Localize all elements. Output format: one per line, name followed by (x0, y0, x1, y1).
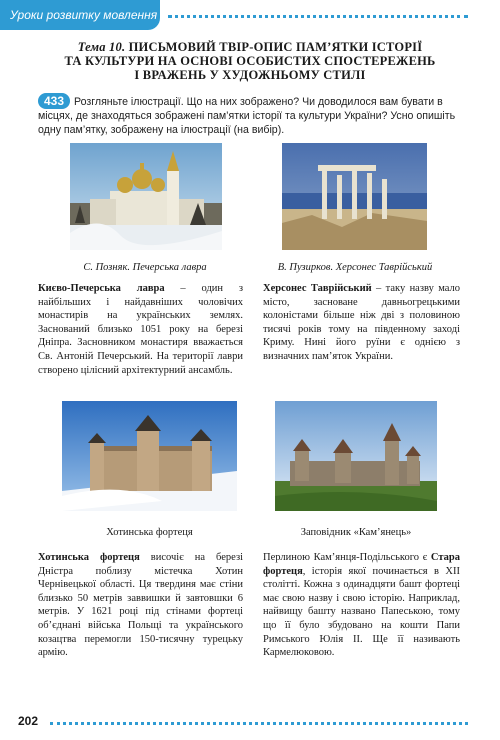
paragraph-kamianets (263, 551, 460, 660)
caption-chersonesus (255, 262, 455, 273)
image-pechersk-lavra (70, 143, 222, 250)
paragraph-heading: Києво-Печерська лавра (38, 283, 165, 294)
paragraph-body: височіє на березі Дністра поблизу містечка Хотин Чернівецької області. Ця твердиня має стіни близько 50 метрів заввишки й завтовшки 6 метрів. У 1621 році під стінами фортеці об’єднані війська Польщі та українського козацтва перемогли 150-тисячну турецьку армію. (38, 552, 244, 659)
lesson-title-line3: І ВРАЖЕНЬ У ХУДОЖНЬОМУ СТИЛІ (134, 68, 366, 82)
lesson-title-lead: Тема 10. (77, 40, 126, 54)
image-kamianets-fortress (275, 401, 437, 511)
paragraph-pechersk-lavra (38, 282, 243, 377)
paragraph-heading: Херсонес Таврійський (263, 283, 372, 294)
caption-khotyn-fortress (62, 527, 237, 538)
caption-title: Хотинська фортеця (106, 527, 193, 538)
exercise-text: Розгляньте ілюстрації. Що на них зображено? Чи доводилося вам бувати в місцях, де знаходяться зображені пам’ятки історії та культури України? Усно опишіть одну пам’ятку, зображену на ілюстрації (на вибір). (38, 96, 456, 136)
paragraph-heading: Хотинська фортеця (38, 552, 140, 563)
paragraph-body: – один з найбільших і найдавніших чоловічих монастирів на українських землях. Заснований близько 1051 року на березі Дніпра. Засновником монастиря вважається Св. Антоній Печерський. На території лаври створено цілісний архітектурний ансамбль. (38, 283, 243, 376)
image-khotyn-fortress (62, 401, 237, 511)
caption-pechersk-lavra (55, 262, 235, 273)
caption-author: С. Позняк. (83, 262, 131, 273)
header-dotted-divider (168, 15, 468, 18)
exercise-task (38, 93, 478, 137)
section-header-tab: Уроки розвитку мовлення (0, 0, 160, 30)
caption-title: Херсонес Таврійський (335, 262, 433, 273)
caption-title: Заповідник «Кам’янець» (300, 527, 412, 538)
exercise-number-badge: 433 (38, 93, 70, 109)
caption-author: В. Пузирков. (277, 262, 334, 273)
lesson-title-line2: ТА КУЛЬТУРИ НА ОСНОВІ ОСОБИСТИХ СПОСТЕРЕЖЕНЬ (64, 54, 436, 68)
paragraph-heading: Стара фортеця (263, 552, 460, 577)
paragraph-khotyn-fortress (38, 551, 243, 660)
image-chersonesus (282, 143, 427, 250)
paragraph-chersonesus (263, 282, 460, 364)
lesson-title-line1: ПИСЬМОВИЙ ТВІР-ОПИС ПАМ’ЯТКИ ІСТОРІЇ (128, 40, 423, 54)
lesson-title (40, 40, 460, 82)
paragraph-body: , історія якої починається в XII столітті. Кожна з одинадцяти башт фортеці має свою назву і свою історію. Наприклад, найвищу башту названо Папеською, тому що її було збудовано на кошти Папи Римського Юлія II. Ще її називають Кармелюковою. (263, 565, 460, 659)
caption-title: Печерська лавра (132, 262, 207, 273)
page-number: 202 (18, 714, 39, 728)
caption-kamianets (275, 527, 437, 538)
footer-dotted-divider (50, 722, 468, 725)
paragraph-intro: Перлиною Кам’янця-Подільського є (263, 552, 431, 563)
paragraph-body: – таку назву мало місто, засноване давньогрецькими колоністами більше ніж дві з половиною тисячі років тому на південному заході Криму. Нині його руїни є однією з визначних пам’яток України. (263, 283, 461, 362)
